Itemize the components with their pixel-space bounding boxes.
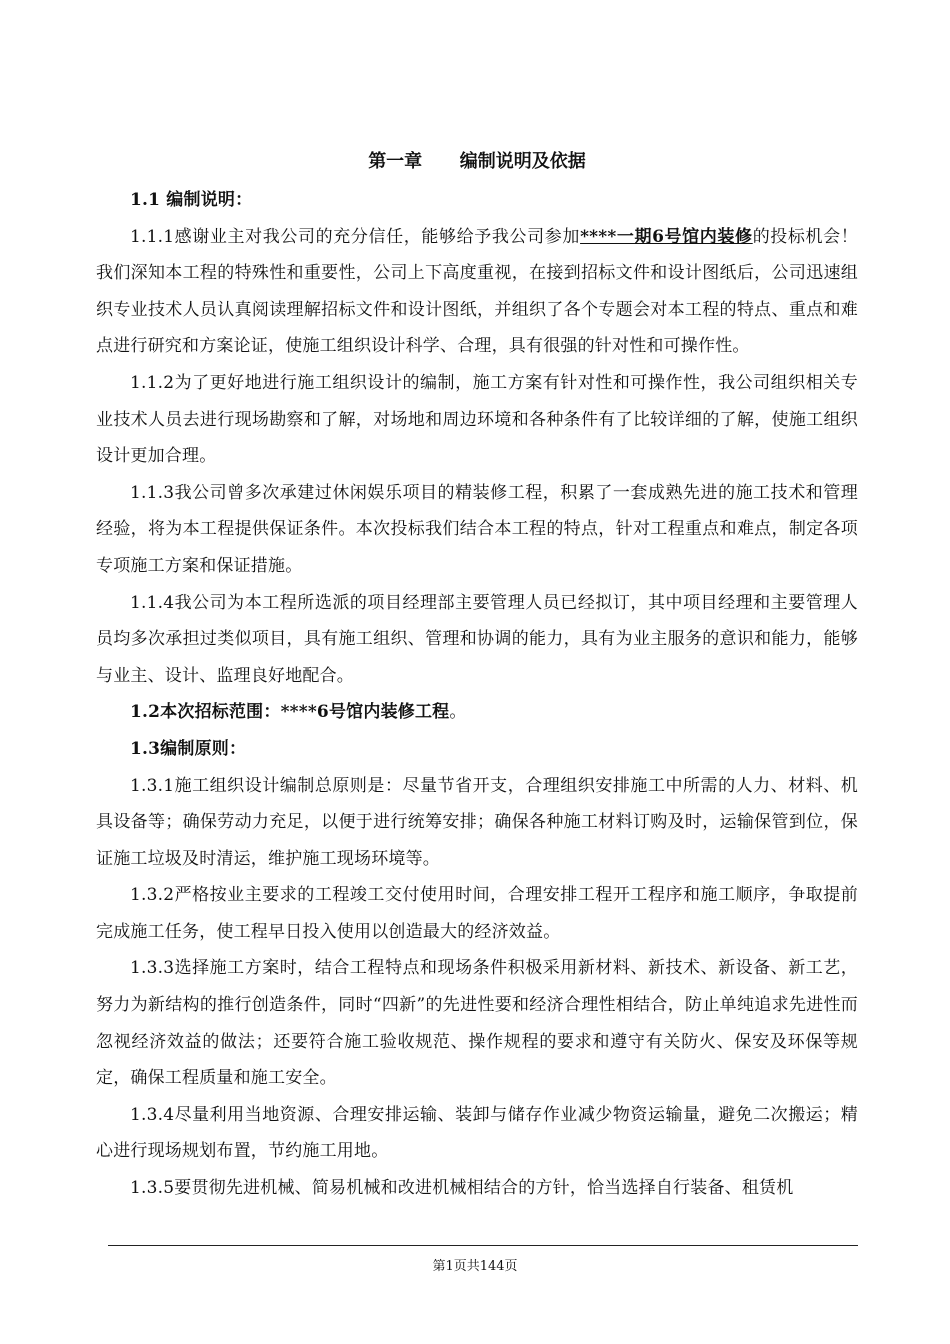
section-heading-1-2 (96, 694, 858, 731)
paragraph-1-1-1-intro: 1.1.1感谢业主对我公司的充分信任，能够给予我公司参加 (130, 226, 581, 247)
section-heading-1-3: 1.3编制原则： (130, 738, 247, 759)
chapter-title: 第一章 编制说明及依据 (368, 151, 586, 172)
paragraph-1-3-3: 1.3.3选择施工方案时，结合工程特点和现场条件积极采用新材料、新技术、新设备、新工艺，努力为新结构的推行创造条件，同时“四新”的先进性要和经济合理性相结合，防止单纯追求先进性而忽视经济效益的做法；还要符合施工验收规范、操作规程的要求和遵守有关防火、保安及环保等规定，确保工程质量和施工安全。 (96, 958, 858, 1089)
paragraph-1-1-1 (96, 219, 858, 365)
section-heading-1-1: 1.1 编制说明： (130, 190, 253, 210)
paragraph-1-3-5: 1.3.5要贯彻先进机械、简易机械和改进机械相结合的方针，恰当选择自行装备、租赁机 (130, 1178, 794, 1199)
paragraph-1-3-4: 1.3.4尽量利用当地资源、合理安排运输、装卸与储存作业减少物资运输量，避免二次搬运；精心进行现场规划布置，节约施工用地。 (96, 1104, 858, 1162)
tender-scope: 1.2本次招标范围：****6号馆内装修工程 (130, 702, 450, 723)
footer-divider (108, 1245, 858, 1246)
page-number: 第1页共144页 (432, 1259, 518, 1274)
paragraph-1-1-1-rest: 的投标机会！我们深知本工程的特殊性和重要性，公司上下高度重视，在接到招标文件和设计图纸后，公司迅速组织专业技术人员认真阅读理解招标文件和设计图纸，并组织了各个专题会对本工程的特点、重点和难点进行研究和方案论证，使施工组织设计科学、合理，具有很强的针对性和可操作性。 (96, 226, 859, 357)
tender-scope-end: 。 (449, 702, 467, 723)
paragraph-1-3-2: 1.3.2严格按业主要求的工程竣工交付使用时间，合理安排工程开工程序和施工顺序，争取提前完成施工任务，使工程早日投入使用以创造最大的经济效益。 (96, 885, 858, 942)
paragraph-1-1-4: 1.1.4我公司为本工程所选派的项目经理部主要管理人员已经拟订，其中项目经理和主要管理人员均多次承担过类似项目，具有施工组织、管理和协调的能力，具有为业主服务的意识和能力，能够与业主、设计、监理良好地配合。 (96, 592, 858, 686)
paragraph-1-1-2: 1.1.2为了更好地进行施工组织设计的编制，施工方案有针对性和可操作性，我公司组织相关专业技术人员去进行现场勘察和了解，对场地和周边环境和各种条件有了比较详细的了解，使施工组织设计更加合理。 (96, 372, 858, 467)
paragraph-1-3-1: 1.3.1施工组织设计编制总原则是：尽量节省开支，合理组织安排施工中所需的人力、材料、机具设备等；确保劳动力充足，以便于进行统筹安排；确保各种施工材料订购及时，运输保管到位，保证施工垃圾及时清运，维护施工现场环境等。 (96, 775, 858, 869)
paragraph-1-1-3: 1.1.3我公司曾多次承建过休闲娱乐项目的精装修工程，积累了一套成熟先进的施工技术和管理经验，将为本工程提供保证条件。本次投标我们结合本工程的特点，针对工程重点和难点，制定各项专项施工方案和保证措施。 (96, 482, 858, 576)
project-name: ****一期6号馆内装修 (580, 226, 753, 247)
document-body (96, 142, 858, 1207)
